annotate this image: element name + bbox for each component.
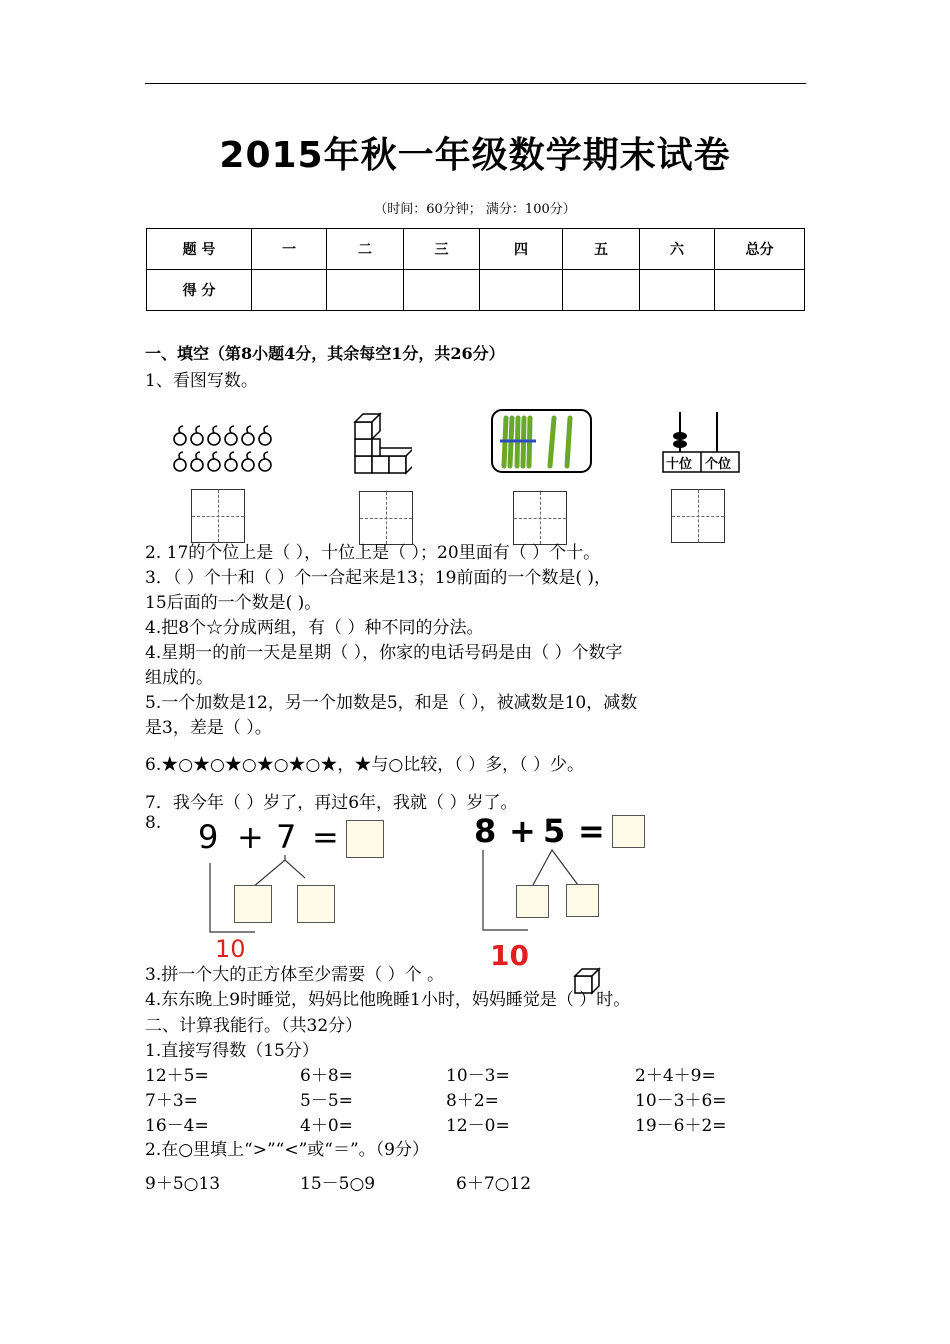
q8-right-addend-b: 5 — [543, 812, 566, 850]
question-2: 2. 17的个位上是（ ），十位上是（ ）；20里面有（ ）个十。 — [145, 543, 601, 563]
section1-heading: 一、填空（第8小题4分，其余每空1分，共26分） — [145, 344, 505, 363]
q8-right-split-box[interactable] — [566, 884, 599, 917]
score-header-row — [147, 229, 805, 270]
abacus-tens-label: 十位 — [666, 457, 693, 472]
calc-item: 19－6＋2= — [635, 1116, 727, 1136]
abacus-ones-label: 个位 — [705, 457, 732, 472]
q8-left-addend-a: 9 — [198, 818, 219, 856]
answer-grid[interactable] — [359, 491, 413, 545]
compare-item: 9＋5○13 — [145, 1174, 221, 1194]
compare-item: 6＋7○12 — [456, 1174, 532, 1194]
calc-item: 5－5= — [300, 1091, 353, 1111]
section2-sub2: 2.在○里填上“>”“<”或“＝”。（9分） — [145, 1140, 430, 1160]
sticks-picture — [490, 408, 593, 474]
question-7: 7．我今年（ ）岁了，再过6年，我就（ ）岁了。 — [145, 793, 518, 813]
calc-item: 8＋2= — [446, 1091, 499, 1111]
score-header-cell: 六 — [640, 229, 715, 270]
question-1: 1、看图写数。 — [145, 371, 258, 391]
q8-left-equals: = — [312, 818, 339, 856]
calc-item: 12－0= — [446, 1116, 510, 1136]
q8-right-plus: + — [509, 812, 536, 850]
question-3: 3．（ ）个十和（ ）个一合起来是13；19前面的一个数是( )， — [145, 568, 612, 588]
question-9: 3.拼一个大的正方体至少需要（ ）个 。 — [145, 965, 445, 985]
q8-right-hint: 10 — [490, 939, 529, 972]
compare-item: 15－5○9 — [300, 1174, 376, 1194]
answer-grid[interactable] — [513, 491, 567, 545]
q8-left-addend-b: 7 — [276, 818, 297, 856]
q8-left-hint: 10 — [215, 935, 246, 963]
cubes-picture — [352, 410, 412, 478]
question-4b-cont: 组成的。 — [145, 668, 213, 688]
question-5: 5.一个加数是12，另一个加数是5，和是（ ），被减数是10，减数 — [145, 693, 638, 713]
score-input-cell[interactable] — [327, 270, 404, 311]
calc-item: 7＋3= — [145, 1091, 198, 1111]
score-header-cell: 三 — [404, 229, 480, 270]
rings-picture — [168, 425, 278, 477]
score-input-cell[interactable] — [640, 270, 715, 311]
q8-right-equals: = — [578, 812, 605, 850]
score-input-cell[interactable] — [252, 270, 327, 311]
calc-item: 16－4= — [145, 1116, 209, 1136]
score-input-cell[interactable] — [404, 270, 480, 311]
q8-left-answer-box[interactable] — [346, 820, 384, 858]
score-header-cell: 五 — [563, 229, 640, 270]
score-header-cell: 题 号 — [147, 229, 252, 270]
answer-grid[interactable] — [671, 489, 725, 543]
question-3-cont: 15后面的一个数是( )。 — [145, 593, 322, 613]
score-header-cell: 总分 — [715, 229, 805, 270]
q8-left-split-box[interactable] — [234, 885, 272, 923]
question-4b: 4.星期一的前一天是星期（ ），你家的电话号码是由（ ）个数字 — [145, 643, 623, 663]
q8-right-answer-box[interactable] — [612, 815, 645, 848]
calc-item: 10－3= — [446, 1066, 510, 1086]
section2-heading: 二、计算我能行。（共32分） — [145, 1016, 363, 1036]
score-input-cell[interactable] — [563, 270, 640, 311]
page-title: 2015年秋一年级数学期末试卷 — [219, 135, 731, 176]
section2-sub1: 1.直接写得数（15分） — [145, 1041, 319, 1061]
question-4: 4.把8个☆分成两组，有（ ）种不同的分法。 — [145, 618, 484, 638]
question-8-label: 8. — [145, 813, 162, 833]
top-rule — [145, 83, 806, 84]
question-6: 6.★○★○★○★○★○★，★与○比较，（ ）多，（ ）少。 — [145, 755, 585, 775]
q8-left-split-box[interactable] — [297, 885, 335, 923]
score-value-row — [147, 270, 805, 311]
question-5-cont: 是3，差是（ ）。 — [145, 718, 272, 738]
calc-item: 10－3＋6= — [635, 1091, 727, 1111]
question-10: 4.东东晚上9时睡觉，妈妈比他晚睡1小时，妈妈睡觉是（ ）时。 — [145, 990, 631, 1010]
score-header-cell: 二 — [327, 229, 404, 270]
score-input-cell[interactable] — [480, 270, 563, 311]
calc-item: 6＋8= — [300, 1066, 353, 1086]
q8-right-addend-a: 8 — [474, 812, 497, 850]
score-header-cell: 四 — [480, 229, 563, 270]
score-label-cell: 得 分 — [147, 270, 252, 311]
score-input-cell[interactable] — [715, 270, 805, 311]
q8-left-plus: + — [237, 818, 264, 856]
answer-grid[interactable] — [191, 489, 245, 543]
calc-item: 2＋4＋9= — [635, 1066, 716, 1086]
score-header-cell: 一 — [252, 229, 327, 270]
calc-item: 12＋5= — [145, 1066, 209, 1086]
exam-info: （时间：60分钟； 满分：100分） — [374, 202, 576, 217]
calc-item: 4＋0= — [300, 1116, 353, 1136]
q8-right-split-box[interactable] — [516, 885, 549, 918]
score-table — [146, 228, 805, 311]
